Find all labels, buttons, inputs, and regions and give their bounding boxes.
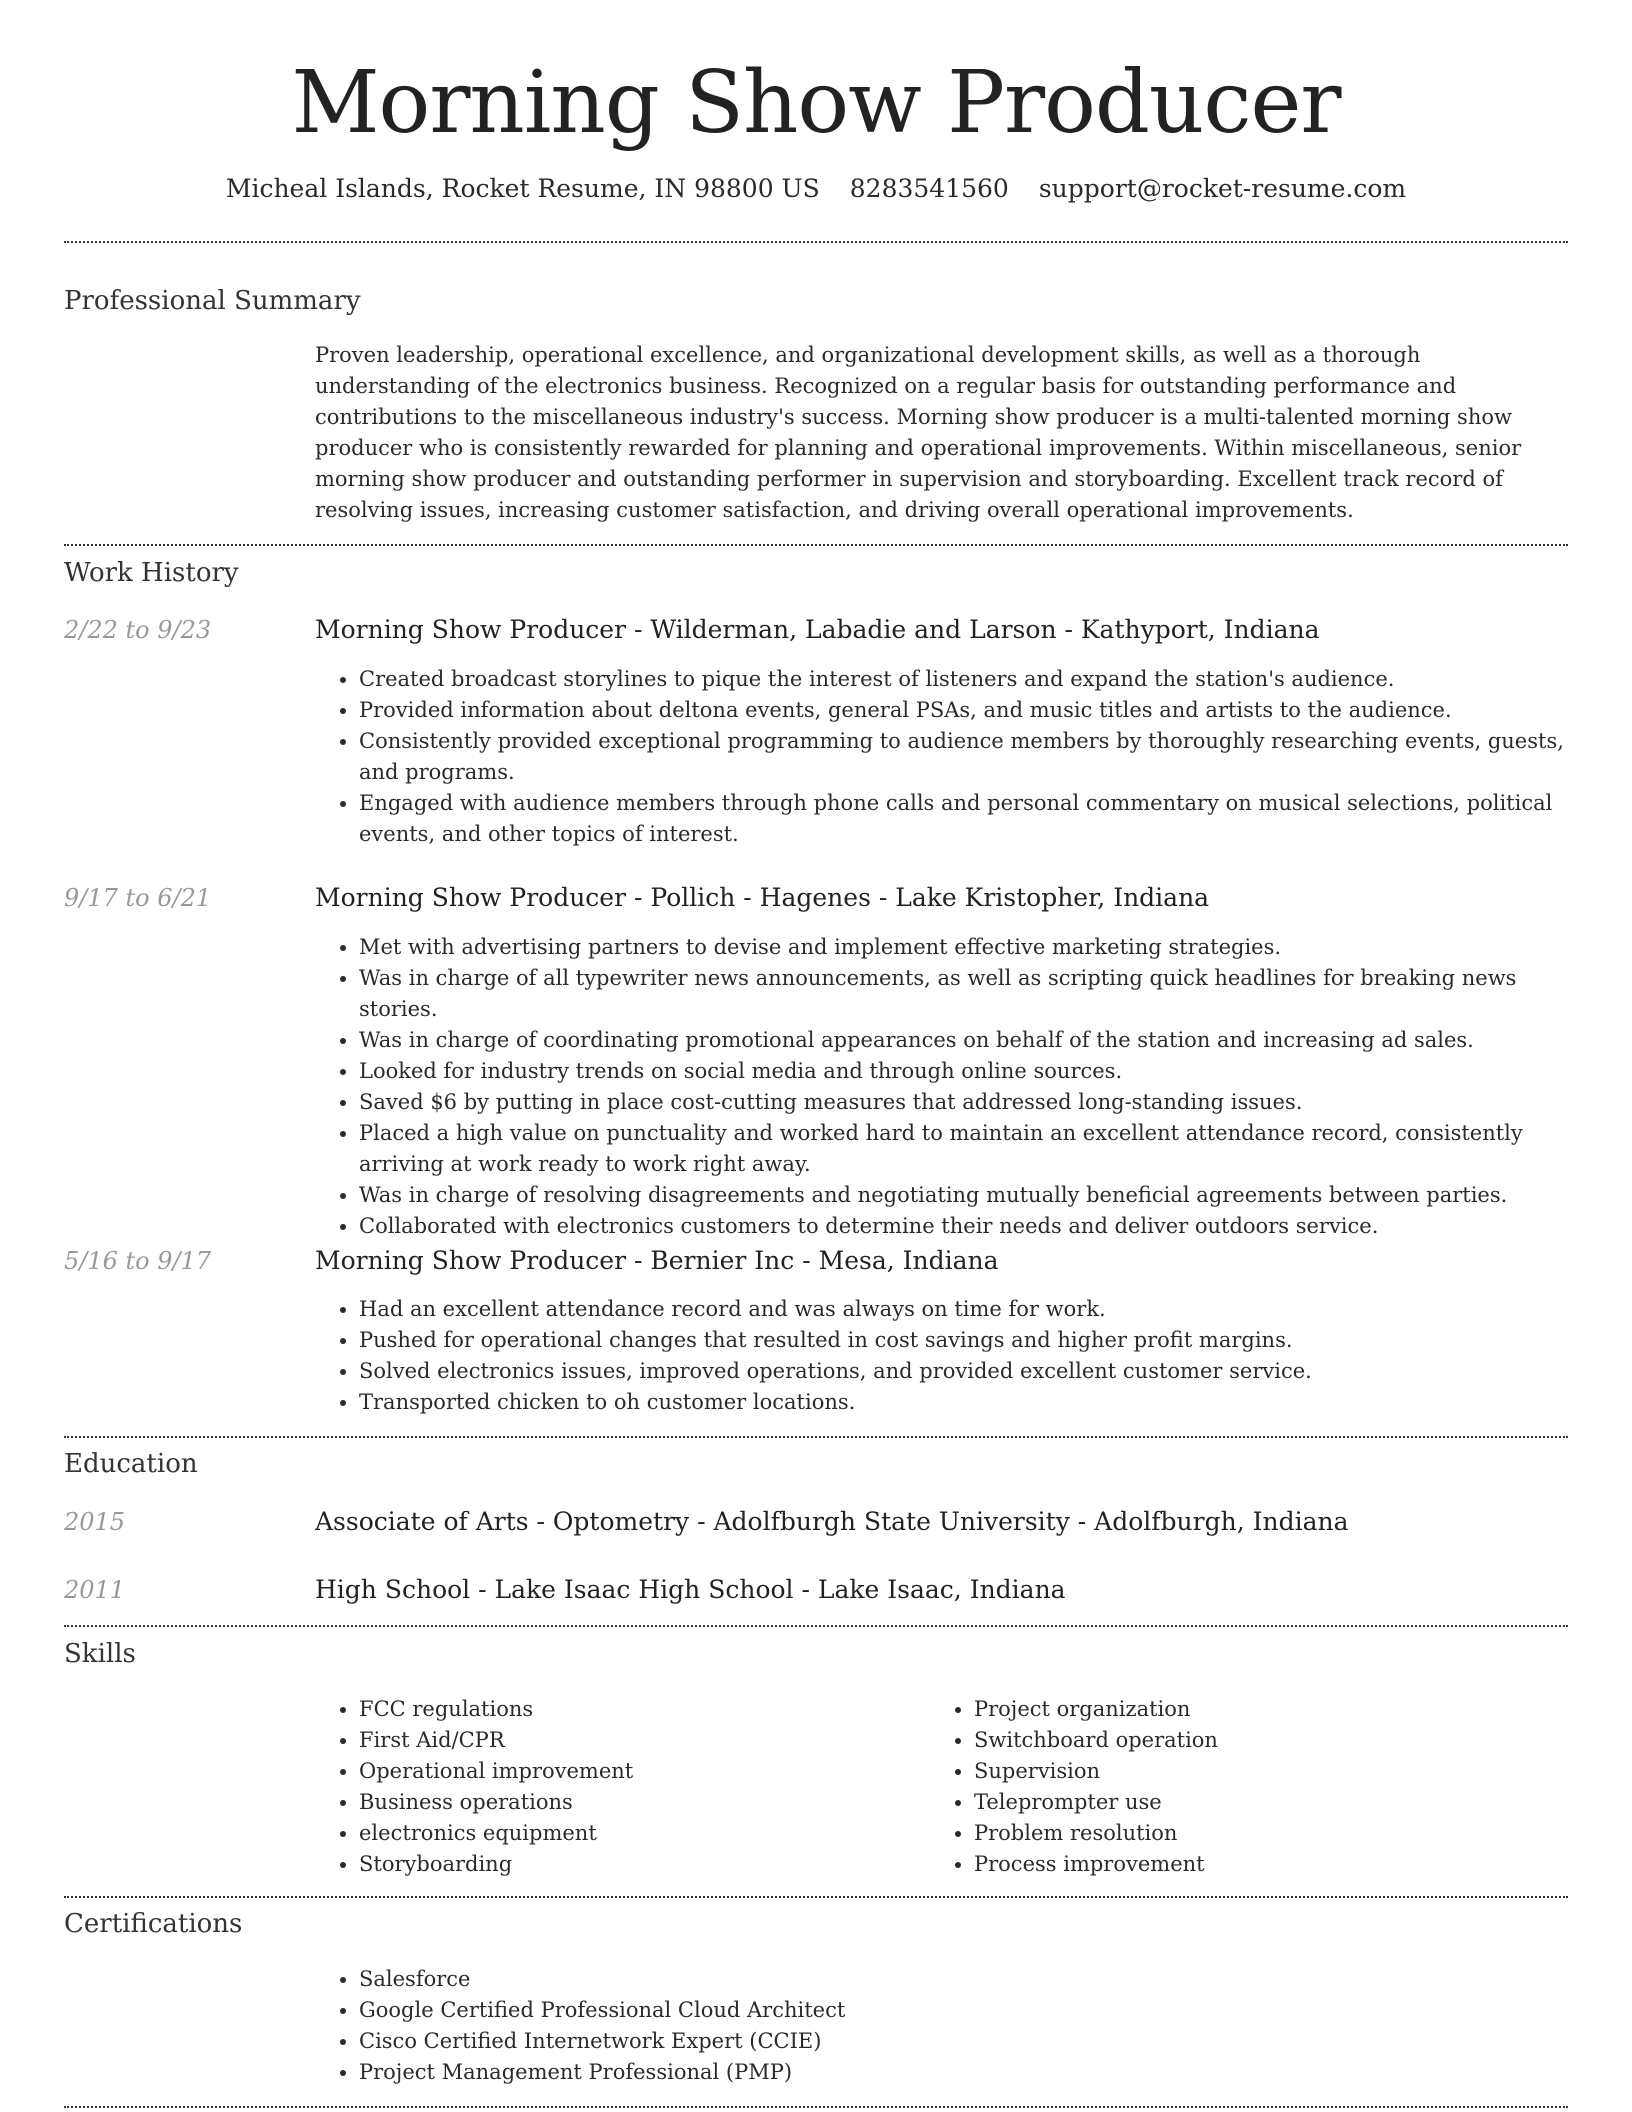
list-item: • Was in charge of resolving disagreements and negotiating mutually beneficial agreements between parties. (359, 1180, 1567, 1211)
section-divider (64, 241, 1568, 243)
section-title-education: Education (64, 1449, 198, 1479)
list-item: • Project organization (974, 1694, 1530, 1725)
list-item: • Engaged with audience members through phone calls and personal commentary on musical selections, political events, and other topics of interest. (359, 788, 1567, 850)
job-dates: 5/16 to 9/17 (64, 1247, 212, 1275)
list-item: • Business operations (359, 1787, 915, 1818)
list-item: • Project Management Professional (PMP) (359, 2057, 1215, 2088)
list-item: • Had an excellent attendance record and was always on time for work. (359, 1294, 1567, 1325)
job-bullets (315, 1294, 1567, 1418)
contact-line (0, 171, 1632, 207)
education-year: 2015 (64, 1508, 126, 1536)
list-item: • Created broadcast storylines to pique the interest of listeners and expand the station's audience. (359, 664, 1567, 695)
list-item: • Switchboard operation (974, 1725, 1530, 1756)
list-item: • Cisco Certified Internetwork Expert (CCIE) (359, 2026, 1215, 2057)
list-item: • Looked for industry trends on social media and through online sources. (359, 1056, 1567, 1087)
job-title: Morning Show Producer - Wilderman, Labadie and Larson - Kathyport, Indiana (315, 615, 1320, 644)
summary-text: Proven leadership, operational excellence, and organizational development skills, as well as a thorough understanding of the electronics business. Recognized on a regular basis for outstanding performance and contributions to the miscellaneous industry's success. Morning show producer is a multi-talented morning show producer who is consistently rewarded for planning and operational improvements. Within miscellaneous, senior morning show producer and outstanding performer in supervision and storyboarding. Excellent track record of resolving issues, increasing customer satisfaction, and driving overall operational improvements. (315, 343, 1522, 522)
job-title: Morning Show Producer - Pollich - Hagenes - Lake Kristopher, Indiana (315, 883, 1210, 912)
education-heading: Associate of Arts - Optometry - Adolfburgh State University - Adolfburgh, Indiana (315, 1507, 1349, 1536)
list-item: • Collaborated with electronics customers to determine their needs and deliver outdoors service. (359, 1211, 1567, 1242)
education-year: 2011 (64, 1576, 126, 1604)
list-item: • First Aid/CPR (359, 1725, 915, 1756)
list-item: • Teleprompter use (974, 1787, 1530, 1818)
list-item: • Consistently provided exceptional programming to audience members by thoroughly researching events, guests, and programs. (359, 726, 1567, 788)
job-dates: 2/22 to 9/23 (64, 616, 212, 644)
list-item: • Met with advertising partners to devise and implement effective marketing strategies. (359, 932, 1567, 963)
list-item: • Operational improvement (359, 1756, 915, 1787)
list-item: • Google Certified Professional Cloud Architect (359, 1995, 1215, 2026)
section-divider (64, 544, 1568, 546)
education-heading: High School - Lake Isaac High School - Lake Isaac, Indiana (315, 1575, 1066, 1604)
list-item: • Was in charge of all typewriter news announcements, as well as scripting quick headlines for breaking news stories. (359, 963, 1567, 1025)
section-divider (64, 1896, 1568, 1898)
job-bullets (315, 932, 1567, 1242)
list-item: • Storyboarding (359, 1849, 915, 1880)
list-item: • Supervision (974, 1756, 1530, 1787)
list-item: • Transported chicken to oh customer locations. (359, 1387, 1567, 1418)
section-divider (64, 1625, 1568, 1627)
list-item: • FCC regulations (359, 1694, 915, 1725)
list-item: • Saved $6 by putting in place cost-cutting measures that addressed long-standing issues. (359, 1087, 1567, 1118)
section-title-certifications: Certifications (64, 1909, 243, 1939)
job-bullets (315, 664, 1567, 850)
job-title: Morning Show Producer - Bernier Inc - Mesa, Indiana (315, 1246, 999, 1275)
contact-address: Micheal Islands, Rocket Resume, IN 98800 US (225, 174, 820, 203)
contact-phone: 8283541560 (849, 174, 1009, 203)
section-title-summary: Professional Summary (64, 286, 361, 316)
section-title-work: Work History (64, 558, 239, 588)
skills-right-list (930, 1694, 1530, 1880)
job-dates: 9/17 to 6/21 (64, 884, 212, 912)
section-title-skills: Skills (64, 1639, 136, 1669)
list-item: • electronics equipment (359, 1818, 915, 1849)
list-item: • Was in charge of coordinating promotional appearances on behalf of the station and increasing ad sales. (359, 1025, 1567, 1056)
list-item: • Provided information about deltona events, general PSAs, and music titles and artists to the audience. (359, 695, 1567, 726)
candidate-name: Morning Show Producer (291, 53, 1341, 153)
section-divider (64, 2106, 1568, 2108)
list-item: • Salesforce (359, 1964, 1215, 1995)
certifications-list (315, 1964, 1215, 2088)
skills-left-list (315, 1694, 915, 1880)
list-item: • Problem resolution (974, 1818, 1530, 1849)
list-item: • Placed a high value on punctuality and worked hard to maintain an excellent attendance record, consistently arriving at work ready to work right away. (359, 1118, 1567, 1180)
section-divider (64, 1436, 1568, 1438)
list-item: • Process improvement (974, 1849, 1530, 1880)
contact-email: support@rocket-resume.com (1038, 174, 1407, 203)
list-item: • Solved electronics issues, improved operations, and provided excellent customer service. (359, 1356, 1567, 1387)
list-item: • Pushed for operational changes that resulted in cost savings and higher profit margins. (359, 1325, 1567, 1356)
